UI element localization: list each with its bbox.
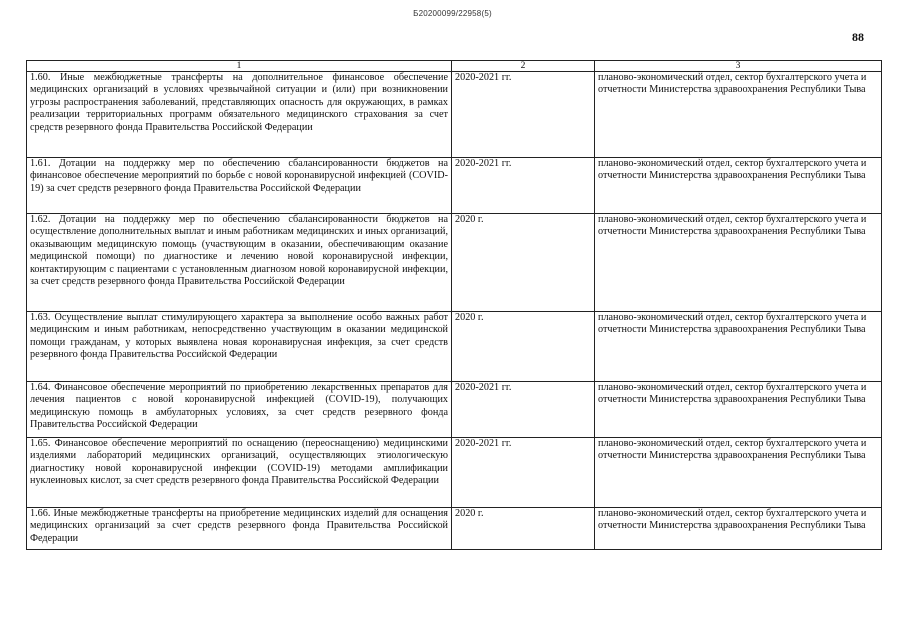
measure-text: 1.60. Иные межбюджетные трансферты на дополнительное финансовое обеспечение медицинских организаций в условиях чрезвычайной ситуации и (или) при возникновении угрозы распространения заболеваний, представляющих опасность для окружающих, в рамках реализации территориальных программ обязательного медицинского страхования за счет средств резервного фонда Правительства Российской Федерации [27, 72, 452, 158]
measure-responsible: планово-экономический отдел, сектор бухгалтерского учета и отчетности Министерства здравоохранения Республики Тыва [595, 158, 882, 214]
measure-period: 2020-2021 гг. [452, 158, 595, 214]
column-header-3: 3 [595, 61, 882, 72]
measure-responsible: планово-экономический отдел, сектор бухгалтерского учета и отчетности Министерства здравоохранения Республики Тыва [595, 72, 882, 158]
measure-period: 2020-2021 гг. [452, 382, 595, 438]
measure-text: 1.64. Финансовое обеспечение мероприятий по приобретению лекарственных препаратов для лечения пациентов с новой коронавирусной инфекцией (COVID-19), получающих медицинскую помощь в амбулаторных условиях, за счет средств резервного фонда Правительства Российской Федерации [27, 382, 452, 438]
measure-responsible: планово-экономический отдел, сектор бухгалтерского учета и отчетности Министерства здравоохранения Республики Тыва [595, 382, 882, 438]
measure-period: 2020-2021 гг. [452, 438, 595, 508]
measure-text: 1.63. Осуществление выплат стимулирующего характера за выполнение особо важных работ медицинским и иным работникам, непосредственно участвующим в оказании медицинской помощи гражданам, у которых выявлена новая коронавирусная инфекция, за счет средств резервного фонда Правительства Российской Федерации [27, 312, 452, 382]
column-header-2: 2 [452, 61, 595, 72]
table-row [27, 312, 882, 382]
measure-period: 2020 г. [452, 214, 595, 312]
column-header-1: 1 [27, 61, 452, 72]
table-row [27, 72, 882, 158]
table-header-row [27, 61, 882, 72]
measure-period: 2020 г. [452, 312, 595, 382]
measure-text: 1.65. Финансовое обеспечение мероприятий по оснащению (переоснащению) медицинскими изделиями лабораторий медицинских организаций, осуществляющих этиологическую диагностику новой коронавирусной инфекции (COVID-19) методами амплификации нуклеиновых кислот, за счет средств резервного фонда Правительства Российской Федерации [27, 438, 452, 508]
table-row [27, 158, 882, 214]
measure-period: 2020-2021 гг. [452, 72, 595, 158]
table-row [27, 438, 882, 508]
table-row [27, 382, 882, 438]
measure-responsible: планово-экономический отдел, сектор бухгалтерского учета и отчетности Министерства здравоохранения Республики Тыва [595, 312, 882, 382]
measure-text: 1.61. Дотации на поддержку мер по обеспечению сбалансированности бюджетов на финансовое обеспечение мероприятий по борьбе с новой коронавирусной инфекцией (COVID-19) за счет средств резервного фонда Правительства Российской Федерации [27, 158, 452, 214]
document-id: Б20200099/22958(5) [413, 9, 492, 18]
page-number: 88 [852, 30, 864, 44]
measure-responsible: планово-экономический отдел, сектор бухгалтерского учета и отчетности Министерства здравоохранения Республики Тыва [595, 508, 882, 550]
measure-text: 1.66. Иные межбюджетные трансферты на приобретение медицинских изделий для оснащения медицинских организаций за счет средств резервного фонда Правительства Российской Федерации [27, 508, 452, 550]
table-row [27, 508, 882, 550]
measure-responsible: планово-экономический отдел, сектор бухгалтерского учета и отчетности Министерства здравоохранения Республики Тыва [595, 438, 882, 508]
measures-table [26, 60, 882, 550]
measure-period: 2020 г. [452, 508, 595, 550]
measure-text: 1.62. Дотации на поддержку мер по обеспечению сбалансированности бюджетов на осуществление дополнительных выплат и иным работникам медицинских и иных организаций, оказывающим медицинскую помощь (участвующим в оказании, обеспечивающим оказание медицинской помощи) по диагностике и лечению новой коронавирусной инфекции, контактирующим с пациентами с установленным диагнозом новой коронавирусной инфекции, за счет средств резервного фонда Правительства Российской Федерации [27, 214, 452, 312]
table-row [27, 214, 882, 312]
measure-responsible: планово-экономический отдел, сектор бухгалтерского учета и отчетности Министерства здравоохранения Республики Тыва [595, 214, 882, 312]
